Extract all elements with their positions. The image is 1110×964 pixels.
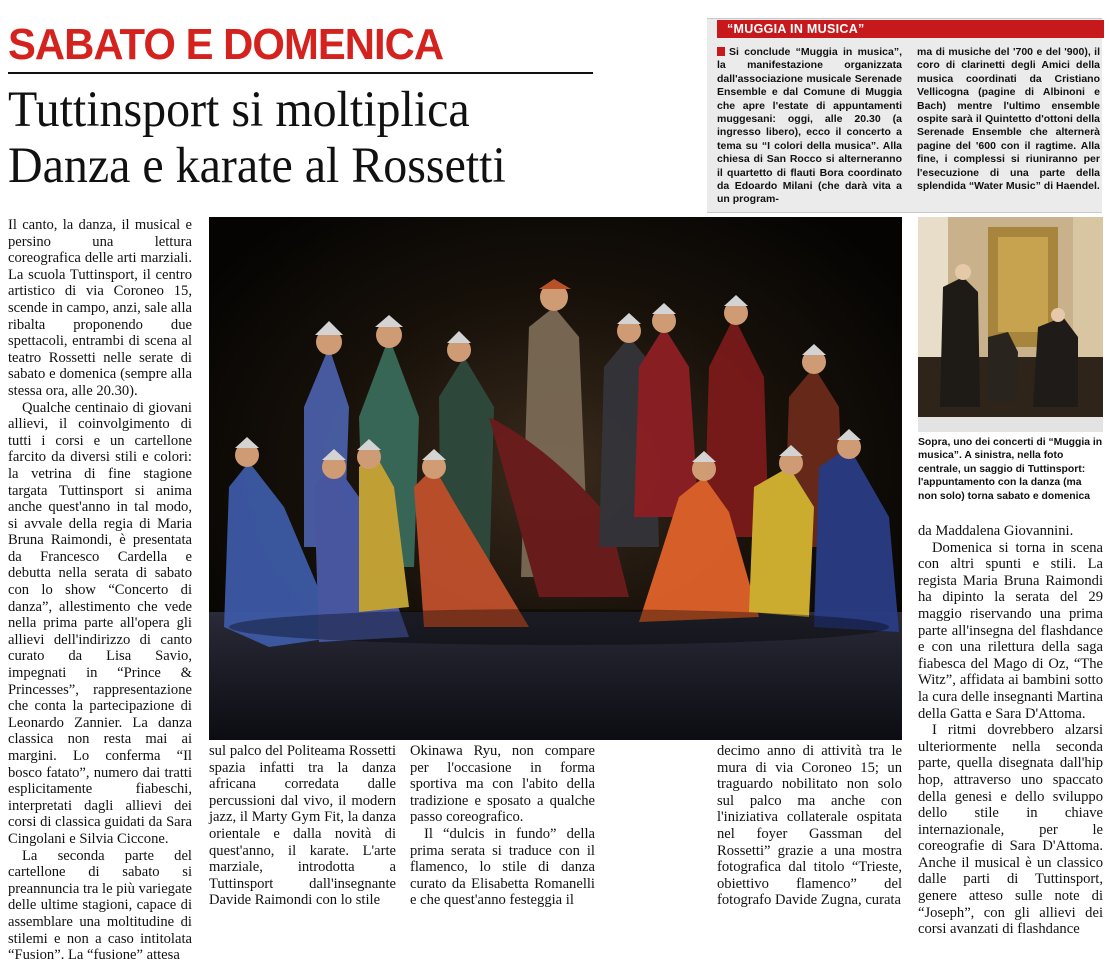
article-paragraph: La seconda parte del cartellone di sabato si preannuncia tra le più variegate delle ultime stagioni, capace di assemblare una moltitudine di stilemi e non a caso intitolata “Fusion”. La “fusione” attesa	[8, 847, 192, 964]
kicker-text: SABATO E DOMENICA	[8, 20, 444, 69]
article-column-4	[717, 743, 902, 907]
sidebar-column-2: ma di musiche del '700 e del '900), il coro di clarinetti degli Amici della musica coordinati da Cristiano Vellicogna (pagine di Albinoni e Bach) mentre l'ultimo ensemble ospite sarà il Quintetto d'ottoni della Serenade Ensemble che alternerà pagine del '600 con il ragtime. Alla fine, i complessi si riuniranno per l'esecuzione di una parte della splendida “Water Music” di Haendel.	[917, 46, 1100, 193]
photo-caption: Sopra, uno dei concerti di “Muggia in musica”. A sinistra, nella foto centrale, un saggio di Tuttinsport: l'appuntamento con la danza (ma non solo) torna sabato e domenica	[918, 437, 1103, 502]
article-column-3	[410, 743, 595, 907]
article-column-5	[918, 523, 1103, 938]
article-paragraph: Domenica si torna in scena con altri spunti e stili. La regista Maria Bruna Raimondi ha dipinto la serata del 29 maggio riservando una prima parte all'insegna del flashdance e con una rilettura della saga fiabesca del Mago di Oz, “The Witz”, affidata ai bambini sotto la cura delle insegnanti Martina della Gatta e Sara D'Attoma.	[918, 539, 1103, 722]
headline-line-1: Tuttinsport si moltiplica	[8, 82, 470, 138]
sidebar-text-1: Si conclude “Muggia in musica”, la manifestazione organizzata dall'associazione musicale Serenade Ensemble e dal Comune di Muggia che apre l'estate di appuntamenti muggesani: oggi, alle 20.30 (a ingresso libero), ecco il concerto a tema su “I colori della musica”. Alla chiesa di San Rocco si alterneranno il quartetto di flauti Bora coordinato da Edoardo Milani (che darà vita a un program-	[717, 46, 902, 206]
section-kicker	[8, 18, 593, 74]
article-paragraph: Okinawa Ryu, non compare per l'occasione in forma sportiva ma con l'abito della tradizione e sposato a qualche passo coreografico.	[410, 743, 595, 826]
sidebar-title: “MUGGIA IN MUSICA”	[727, 22, 865, 36]
article-paragraph: da Maddalena Giovannini.	[918, 523, 1074, 539]
article-column-1	[8, 217, 192, 964]
headline-line-2: Danza e karate al Rossetti	[8, 138, 506, 194]
article-paragraph: I ritmi dovrebbero alzarsi ulteriormente nella seconda parte, quella disegnata dall'hip hop, attraverso uno spaccato della genesi e dello sviluppo dello stile in chiave internazionale, per le coreografie di Sara D'Attoma. Anche il musical è un classico dalle parti di Tuttinsport, genere atteso sulle note di “Joseph”, con gli allievi dei corsi avanzati di flashdance	[918, 722, 1103, 938]
dance-stage-photo	[209, 217, 902, 740]
article-paragraph: sul palco del Politeama Rossetti spazia infatti tra la danza africana corredata dalle percussioni dal vivo, il modern jazz, il Marty Gym Fit, la danza orientale e dalla novità di quest'anno, il karate. L'arte marziale, introdotta a Tuttinsport dall'insegnante Davide Raimondi con lo stile	[209, 743, 396, 909]
article-paragraph: decimo anno di attività tra le mura di via Coroneo 15; un traguardo nobilitato non solo sul palco ma anche con l'iniziativa collaterale ospitata nel foyer Gassman del Rossetti” grazie a una mostra fotografica dal titolo “Trieste, obiettivo flamenco” del fotografo Davide Zugna, curata	[717, 743, 902, 909]
bullet-icon	[717, 47, 725, 56]
article-paragraph: Il canto, la danza, il musical e persino una lettura coreografica delle arti marziali. La scuola Tuttinsport, il centro artistico di via Coroneo 15, scende in campo, anzi, sale alla ribalta proponendo due spettacoli, entrambi di scena al teatro Rossetti nelle serate di sabato e domenica (sempre alla stessa ora, alle 20.30).	[8, 217, 192, 399]
sidebar-column-1	[717, 46, 902, 208]
article-column-2	[209, 743, 396, 907]
article-paragraph: Qualche centinaio di giovani allievi, il coinvolgimento di tutti i corsi e un cartellone farcito da diversi stili e colori: la vetrina di fine stagione targata Tuttinsport si anima anche quest'anno in tal modo, si avvale della regia di Maria Bruna Raimondi, è presentata da Francesco Cardella e debutta nella serata di sabato con lo show “Concerto di danza”, allestimento che vede nella prima parte all'opera gli allievi dell'indirizzo di canto curato da Lisa Savio, impegnati in “Prince & Princesses”, rappresentazione che conta la partecipazione di Leonardo Zannier. La danza classica non resta mai ai margini. Lo conferma “Il bosco fatato”, numero dai tratti esplicitamente fiabeschi, interpretati dagli allievi dei corsi di classica guidati da Sara Cingolani e Silvia Ciccone.	[8, 399, 192, 847]
article-paragraph: Il “dulcis in fundo” della prima serata si traduce con il flamenco, lo stile di danza curato da Elisabetta Romanelli e che quest'anno festeggia il	[410, 825, 595, 909]
concert-photo	[918, 217, 1103, 432]
